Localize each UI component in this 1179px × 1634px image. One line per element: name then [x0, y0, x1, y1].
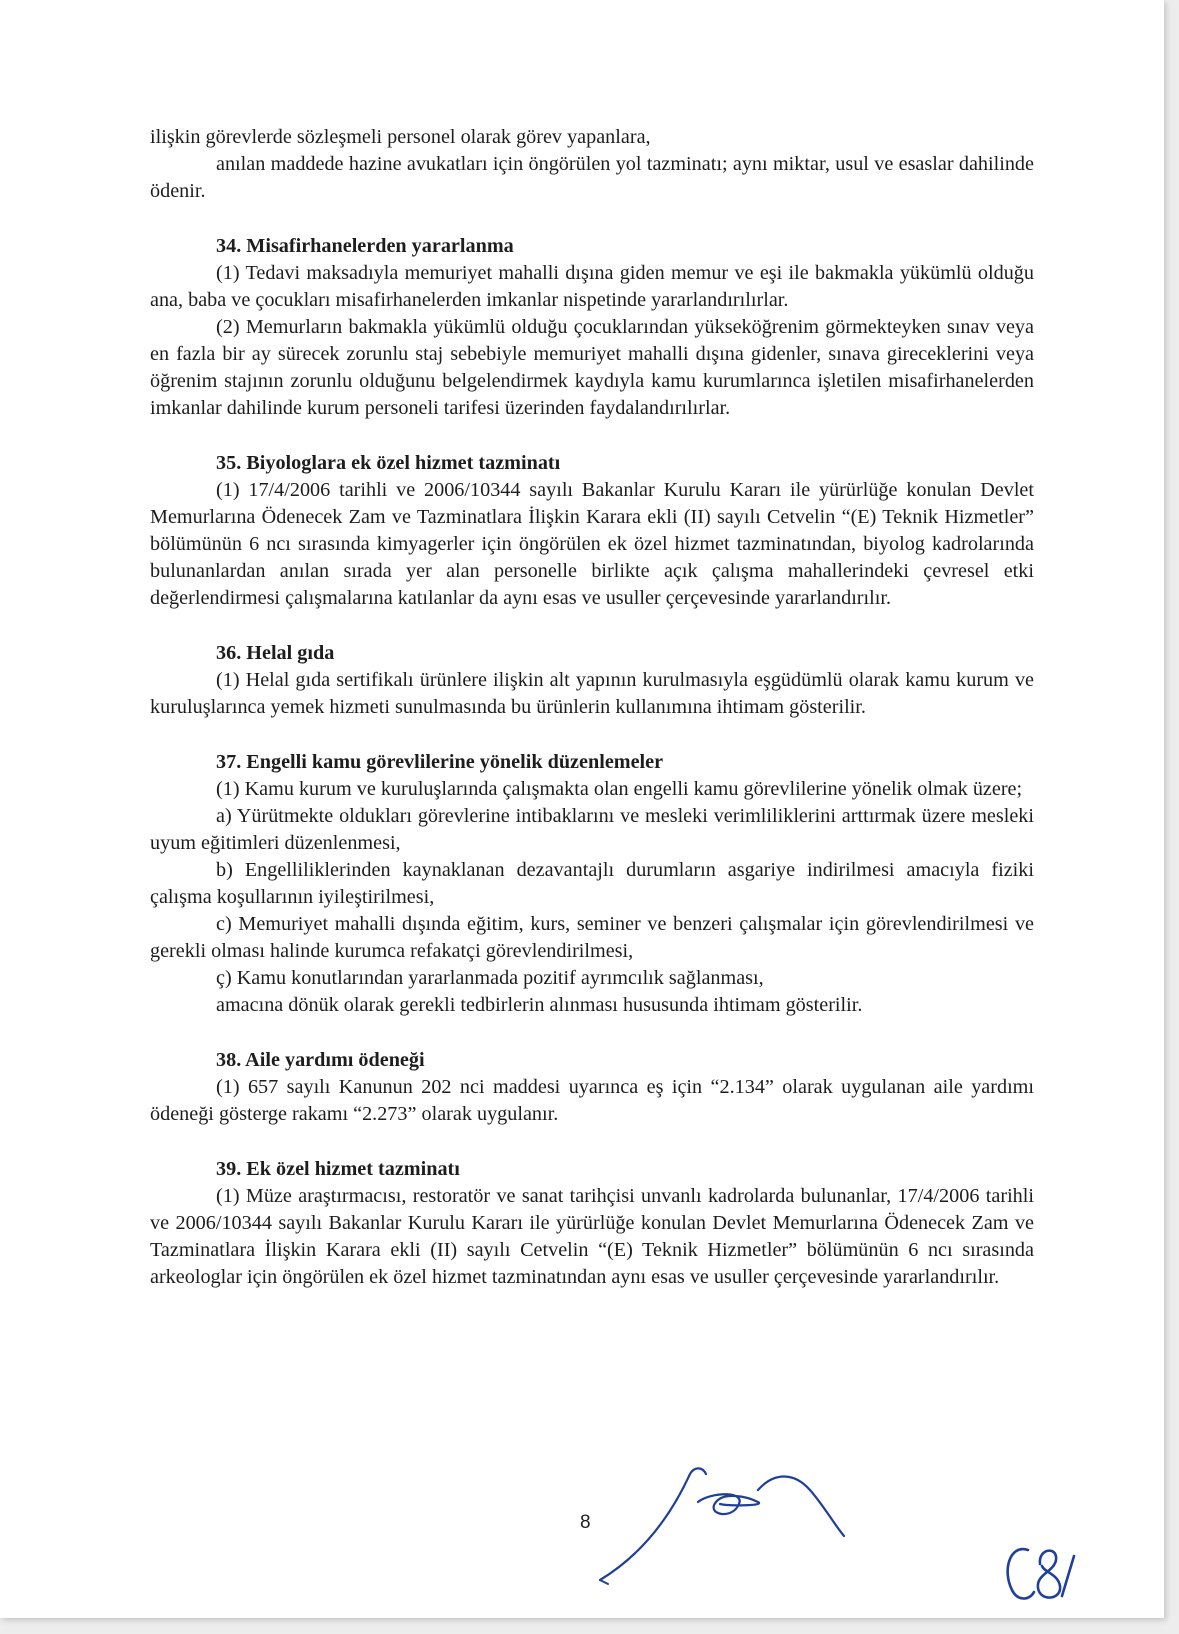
- section-paragraph: amacına dönük olarak gerekli tedbirlerin alınması hususunda ihtimam gösterilir.: [216, 994, 863, 1016]
- list-item: a) Yürütmekte oldukları görevlerine intibaklarını ve mesleki verimliliklerini arttırmak üzere mesleki uyum eğitimleri düzenlenmesi,: [150, 805, 1034, 854]
- intro-paragraph: anılan maddede hazine avukatları için öngörülen yol tazminatı; aynı miktar, usul ve esaslar dahilinde ödenir.: [150, 153, 1034, 202]
- list-item: ç) Kamu konutlarından yararlanmada pozitif ayrımcılık sağlanması,: [216, 967, 764, 989]
- page-number: 8: [580, 1512, 591, 1533]
- section-title: 37. Engelli kamu görevlilerine yönelik düzenlemeler: [216, 751, 664, 773]
- section-34: [150, 233, 1034, 422]
- section-title: 34. Misafirhanelerden yararlanma: [216, 235, 514, 257]
- section-37: [150, 749, 1034, 1019]
- section-title: 36. Helal gıda: [216, 642, 335, 664]
- list-item: c) Memuriyet mahalli dışında eğitim, kurs, seminer ve benzeri çalışmalar için görevlendirilmesi ve gerekli olması halinde kurumca refakatçi görevlendirilmesi,: [150, 913, 1034, 962]
- section-paragraph: (1) Tedavi maksadıyla memuriyet mahalli dışına giden memur ve eşi ile bakmakla yükümlü olduğu ana, baba ve çocukları misafirhanelerden imkanlar nispetinde yararlandırılırlar.: [150, 262, 1034, 311]
- intro-line: ilişkin görevlerde sözleşmeli personel olarak görev yapanlara,: [150, 126, 651, 148]
- handwritten-initials-icon: [1000, 1530, 1120, 1610]
- list-item: b) Engelliliklerinden kaynaklanan dezavantajlı durumların asgariye indirilmesi amacıyla fiziki çalışma koşullarının iyileştirilmesi,: [150, 859, 1034, 908]
- section-title: 39. Ek özel hizmet tazminatı: [216, 1158, 460, 1180]
- section-39: [150, 1156, 1034, 1291]
- section-paragraph: (1) 657 sayılı Kanunun 202 nci maddesi uyarınca eş için “2.134” olarak uygulanan aile yardımı ödeneği gösterge rakamı “2.273” olarak uygulanır.: [150, 1076, 1034, 1125]
- section-title: 35. Biyologlara ek özel hizmet tazminatı: [216, 452, 561, 474]
- section-paragraph: (2) Memurların bakmakla yükümlü olduğu çocuklarından yükseköğrenim görmekteyken sınav veya en fazla bir ay sürecek zorunlu staj sebebiyle memuriyet mahalli dışına gidenler, sınava gireceklerini veya öğrenim stajının zorunlu olduğunu belgelendirmek kaydıyla kamu kurumlarınca işletilen misafirhanelerden imkanlar dahilinde kurum personeli tarifesi üzerinden faydalandırılırlar.: [150, 316, 1034, 419]
- section-paragraph: (1) Müze araştırmacısı, restoratör ve sanat tarihçisi unvanlı kadrolarda bulunanlar, 17/4/2006 tarihli ve 2006/10344 sayılı Bakanlar Kurulu Kararı ile yürürlüğe konulan Devlet Memurlarına Ödenecek Zam ve Tazminatlara İlişkin Karara ekli (II) sayılı Cetvelin “(E) Teknik Hizmetler” bölümünün 6 ncı sırasında arkeologlar için öngörülen ek özel hizmet tazminatından aynı esas ve usuller çerçevesinde yararlandırılır.: [150, 1185, 1034, 1288]
- section-36: [150, 640, 1034, 721]
- section-35: [150, 450, 1034, 612]
- signature-icon: [598, 1462, 898, 1592]
- document-body: [150, 124, 1034, 1291]
- section-paragraph: (1) 17/4/2006 tarihli ve 2006/10344 sayılı Bakanlar Kurulu Kararı ile yürürlüğe konulan Devlet Memurlarına Ödenecek Zam ve Tazminatlara İlişkin Karara ekli (II) sayılı Cetvelin “(E) Teknik Hizmetler” bölümünün 6 ncı sırasında kimyagerler için öngörülen ek özel hizmet tazminatından, biyolog kadrolarında bulunanlardan anılan sırada yer alan personelle birlikte açık çalışma mahallerindeki çevresel etki değerlendirmesi çalışmalarına katılanlar da aynı esas ve usuller çerçevesinde yararlandırılır.: [150, 479, 1034, 609]
- section-title: 38. Aile yardımı ödeneği: [216, 1049, 425, 1071]
- section-paragraph: (1) Helal gıda sertifikalı ürünlere ilişkin alt yapının kurulmasıyla eşgüdümlü olarak kamu kurum ve kuruluşlarınca yemek hizmeti sunulmasında bu ürünlerin kullanımına ihtimam gösterilir.: [150, 669, 1034, 718]
- section-paragraph: (1) Kamu kurum ve kuruluşlarında çalışmakta olan engelli kamu görevlilerine yönelik olmak üzere;: [216, 778, 1023, 800]
- section-38: [150, 1047, 1034, 1128]
